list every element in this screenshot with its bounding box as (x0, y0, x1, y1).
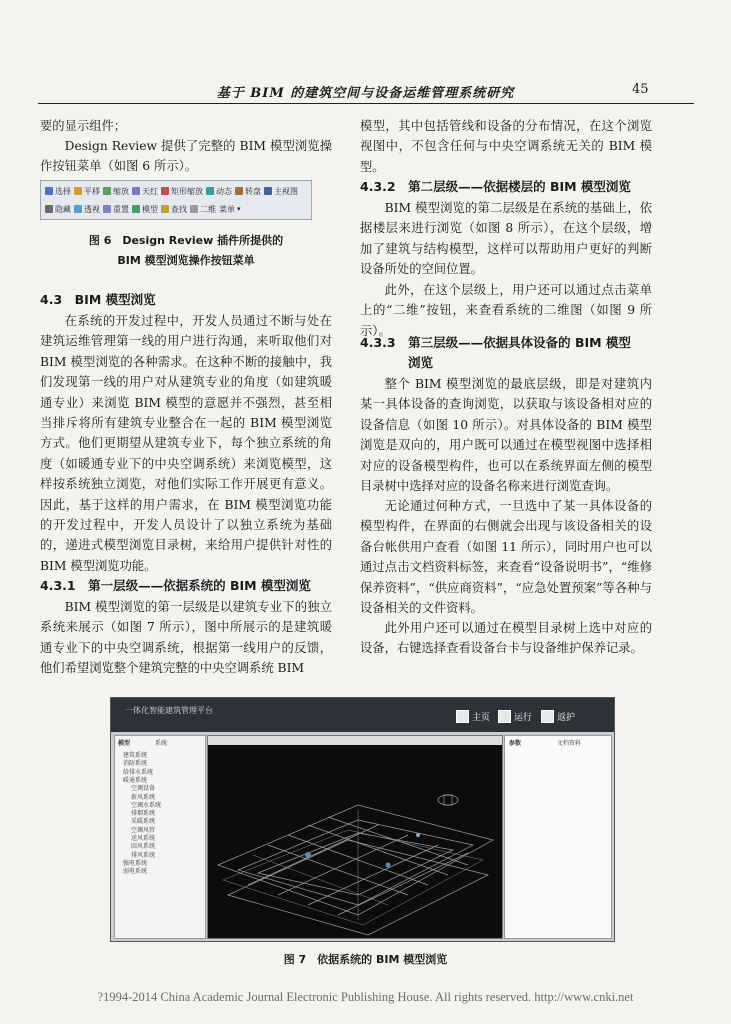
toolbar-menu-button: 菜单 ▾ (219, 204, 241, 214)
tree-item: 空调水系统 (131, 801, 162, 809)
toolbar-rect-zoom-button: 矩形缩放 (161, 186, 203, 197)
section-4-3-heading: 4.3 BIM 模型浏览 (40, 292, 156, 307)
tree-item: 回风系统 (131, 843, 156, 851)
dynamic-icon (206, 187, 214, 195)
toolbar-find-button: 查找 (161, 204, 187, 215)
run-icon (498, 710, 511, 723)
toolbar-tianhong-button: 天红 (132, 186, 158, 197)
xray-icon (74, 205, 82, 213)
tree-item: 送风系统 (131, 835, 156, 842)
toolbar-row-2 (45, 201, 241, 217)
toolbar-reset-button: 重置 (103, 204, 129, 215)
tree-item: 强电系统 (123, 859, 148, 867)
hide-icon (45, 205, 53, 213)
figure6-caption-line1: 图 6 Design Review 插件所提供的 (88, 234, 284, 247)
2d-icon (190, 205, 198, 213)
chevron-down-icon: ▾ (237, 205, 241, 213)
page-number: 45 (632, 82, 649, 97)
reset-icon (103, 205, 111, 213)
property-panel-title: 参数 (509, 740, 522, 747)
toolbar-model-button: 模型 (132, 204, 158, 215)
app-title: 一体化智能建筑管理平台 (125, 706, 213, 715)
zoom-icon (103, 187, 111, 195)
home-icon (264, 187, 272, 195)
home-icon (456, 710, 469, 723)
tree-item: 采暖系统 (131, 818, 156, 826)
run-button: 运行 (498, 709, 532, 723)
tree-item: 暖通系统 (123, 776, 148, 784)
tree-item: 排烟系统 (131, 810, 156, 818)
tree-item: 排风系统 (131, 851, 156, 859)
bim-model-render (208, 745, 502, 938)
section-4-3-3-heading-line2: 浏览 (408, 355, 434, 370)
right-paragraph-6: 此外用户还可以通过在模型目录树上选中对应的设备，右键选择查看设备台卡与设备维护保养记录。 (360, 621, 652, 656)
toolbar-zoom-button: 缩放 (103, 186, 129, 197)
viewport-toolbar (208, 736, 502, 745)
left-paragraph-3: 在系统的开发过程中，开发人员通过不断与处在建筑运维管理第一线的用户进行沟通，来听取他们对 BIM 模型浏览的各种需求。在这种不断的接触中，我们发现第一线的用户对从建筑专业的角度（如建筑暖通专业）来浏览 BIM 模型的意愿并不强烈，甚至相当排斥将所有建筑专业整合在一起的 BIM 模型浏览方式。他们更期望从建筑专业下，每个独立系统的角度（如暖通专业下的中央空调系统）来浏览模型，这样按系统独立浏览，对他们实际工作开展更有意义。因此，基于这样的用户需求，在 BIM 模型浏览功能的开发过程中，开发人员设计了以独立系统为基础的，递进式模型浏览目录树，来给用户提供针对性的 BIM 模型浏览功能。 (40, 314, 332, 573)
header-rule (38, 103, 694, 104)
page-footer: ?1994-2014 China Academic Journal Electronic Publishing House. All rights reserved. http://www.cnki.net (97, 990, 634, 1004)
tree-item: 给排水系统 (123, 768, 154, 776)
figure7-caption: 图 7 依据系统的 BIM 模型浏览 (283, 953, 448, 966)
app-topbar (111, 698, 614, 732)
return-icon (541, 710, 554, 723)
toolbar-row-1 (45, 183, 298, 199)
tree-item: 空调设备 (131, 785, 156, 793)
turntable-icon (235, 187, 243, 195)
tree-item: 空调风管 (131, 826, 156, 834)
documents-tab: 文档资料 (557, 740, 582, 747)
hand-icon (74, 187, 82, 195)
return-button: 返护 (541, 709, 575, 723)
right-paragraph-2: BIM 模型浏览的第二层级是在系统的基础上，依据楼层来进行浏览（如图 8 所示），在这个层级，增加了建筑与结构模型，这样可以帮助用户更好的判断设备所处的空间位置。 (360, 201, 652, 277)
tree-item: 新风系统 (131, 793, 156, 801)
figure7-screenshot (110, 697, 615, 942)
model-tree-tab: 系统 (155, 740, 168, 747)
model-icon (132, 205, 140, 213)
toolbar-dynamic-button: 动态 (206, 186, 232, 197)
left-paragraph-1: 要的显示组件； (40, 119, 127, 133)
section-4-3-1-heading: 4.3.1 第一层级——依据系统的 BIM 模型浏览 (40, 578, 311, 593)
left-paragraph-4: BIM 模型浏览的第一层级是以建筑专业下的独立系统来展示（如图 7 所示），图中所展示的是建筑暖通专业下的中央空调系统，根据第一线用户的反馈，他们希望浏览整个建筑完整的中央空调系统 BIM (40, 600, 332, 676)
figure6-toolbar (40, 180, 312, 220)
property-panel (504, 735, 612, 939)
left-paragraph-2: Design Review 提供了完整的 BIM 模型浏览操作按钮菜单（如图 6 所示）。 (40, 139, 332, 174)
figure6-caption-line2: BIM 模型浏览操作按钮菜单 (117, 254, 255, 267)
home-button: 主页 (456, 709, 490, 723)
tree-item: 弱电系统 (123, 868, 148, 876)
toolbar-2d-button: 二维 (190, 204, 216, 215)
section-4-3-3-heading-line1: 4.3.3 第三层级——依据具体设备的 BIM 模型 (360, 335, 631, 350)
model-tree-title: 模型 (118, 740, 131, 747)
right-paragraph-5: 无论通过何种方式，一旦选中了某一具体设备的模型构件，在界面的右侧就会出现与该设备相关的设备台帐供用户查看（如图 11 所示），同时用户也可以通过点击文档资料标签，来查看“设备说明书”，“维修保养资料”，“供应商资料”，“应急处置预案”等各种与设备相关的文件资料。 (360, 499, 652, 616)
toolbar-pan-button: 平移 (74, 186, 100, 197)
toolbar-xray-button: 透视 (74, 204, 100, 215)
section-4-3-2-heading: 4.3.2 第二层级——依据楼层的 BIM 模型浏览 (360, 179, 631, 194)
tree-item: 消防系统 (123, 760, 148, 768)
rect-zoom-icon (161, 187, 169, 195)
toolbar-turntable-button: 转盘 (235, 186, 261, 197)
find-icon (161, 205, 169, 213)
toolbar-select-button: 选择 (45, 186, 71, 197)
right-paragraph-1: 模型，其中包括管线和设备的分布情况，在这个浏览视图中，不包含任何与中央空调系统无关的 BIM 模型。 (360, 119, 652, 174)
right-paragraph-3: 此外，在这个层级上，用户还可以通过点击菜单上的“二维”按钮，来查看系统的二维图（如图 9 所示）。 (360, 283, 652, 338)
right-paragraph-4: 整个 BIM 模型浏览的最底层级，即是对建筑内某一具体设备的查询浏览，以获取与该设备相对应的设备信息（如图 10 所示）。对具体设备的 BIM 模型浏览是双向的，用户既可以通过在模型视图中选择相对应的设备模型构件，也可以在系统界面左侧的模型目录树中选择对应的设备名称来进行浏览查询。 (360, 377, 652, 494)
model-tree-panel (114, 735, 206, 939)
model-viewport (207, 735, 503, 939)
magnifier-icon (132, 187, 140, 195)
cursor-icon (45, 187, 53, 195)
toolbar-hide-button: 隐藏 (45, 204, 71, 215)
tree-item: 建筑系统 (123, 752, 148, 759)
toolbar-home-view-button: 主视图 (264, 186, 298, 197)
running-header-title: 基于 BIM 的建筑空间与设备运维管理系统研究 (216, 86, 515, 101)
